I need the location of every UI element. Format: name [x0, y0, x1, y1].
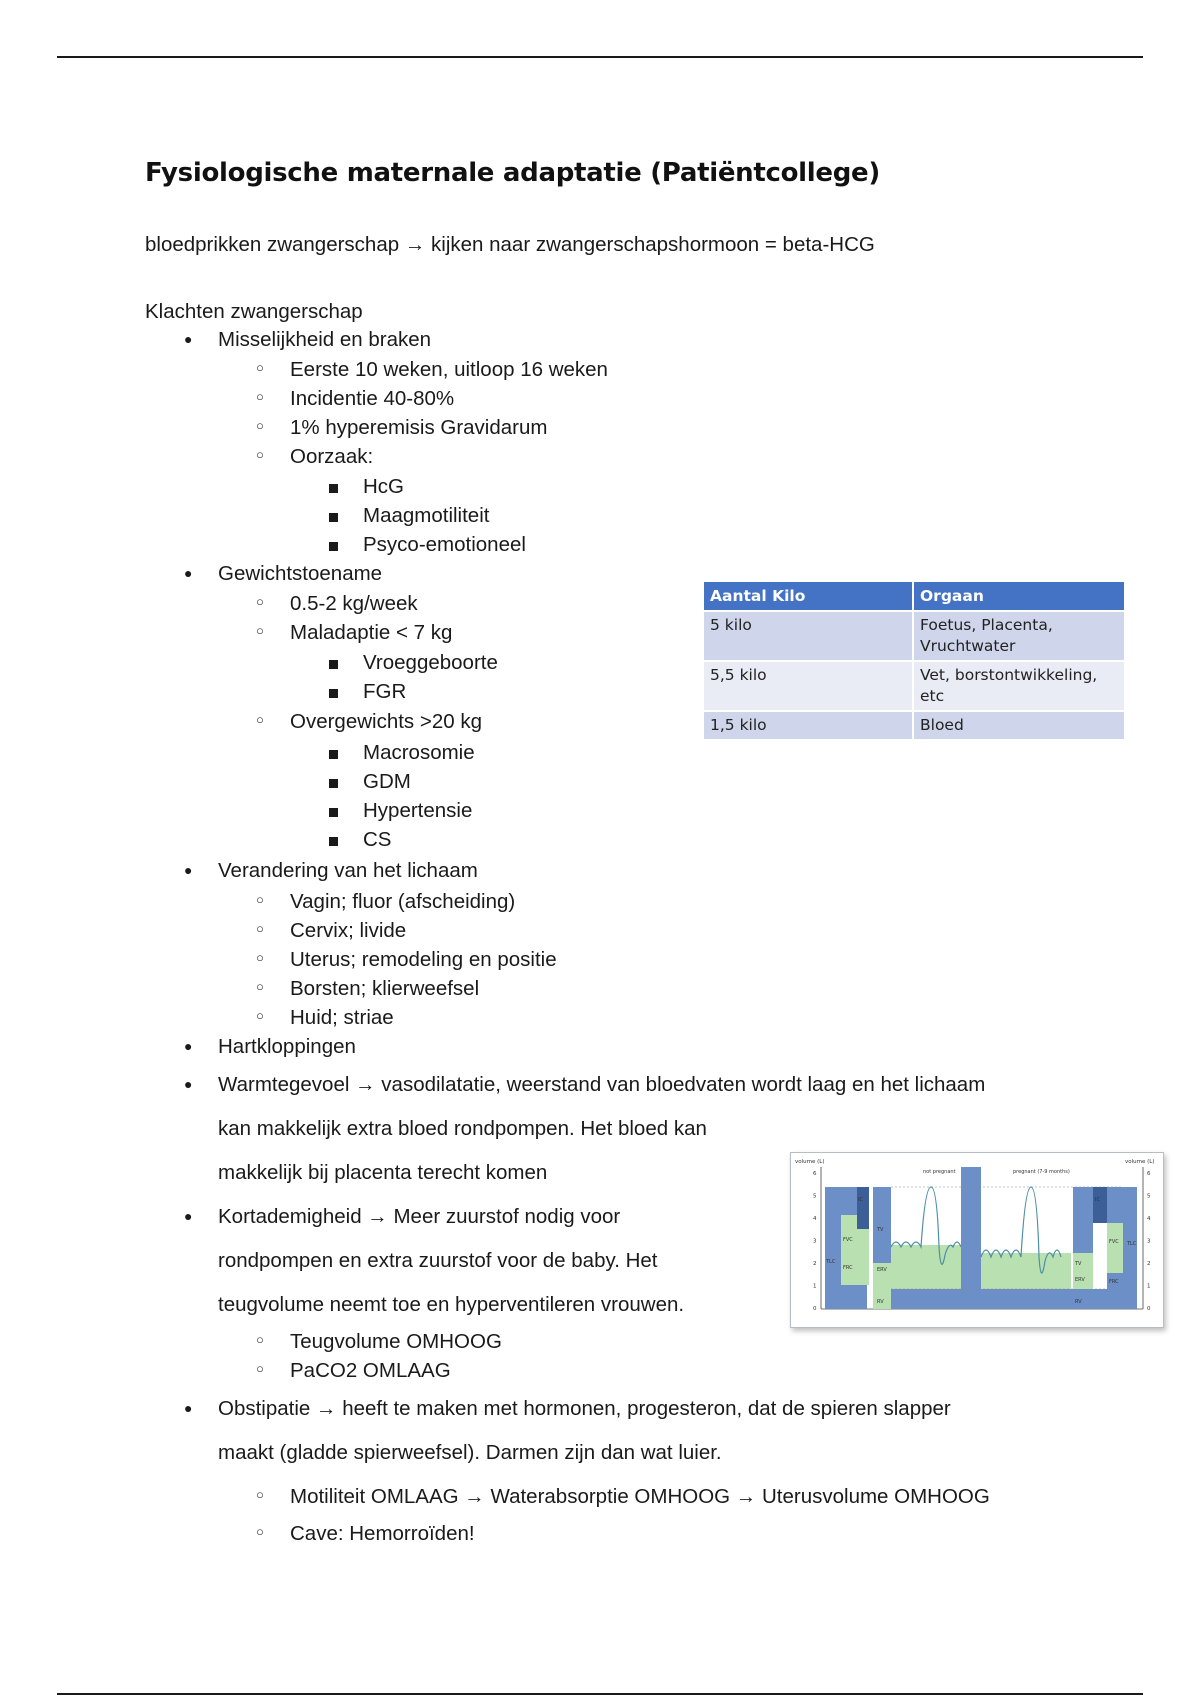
left-axis-label: volume (L)	[795, 1159, 825, 1165]
bottom-rule	[57, 1693, 1143, 1695]
list-item-constipation-line: Obstipatie → heeft te maken met hormonen, progesteron, dat de spieren slapper	[218, 1397, 951, 1420]
list-item: Macrosomie	[363, 741, 475, 764]
volume-label: TLC	[1127, 1241, 1137, 1247]
list-item: Oorzaak:	[290, 445, 374, 468]
square-bullet-icon	[329, 484, 338, 493]
list-item-constipation-line: maakt (gladde spierweefsel). Darmen zijn dan wat luier.	[218, 1441, 722, 1464]
top-rule	[57, 56, 1143, 58]
list-item: Psyco-emotioneel	[363, 533, 526, 556]
list-item: Vagin; fluor (afscheiding)	[290, 890, 516, 913]
right-tick-labels	[1147, 1171, 1151, 1312]
volume-label: TLC	[826, 1259, 836, 1265]
tick-label: 5	[813, 1193, 817, 1200]
circle-bullet-icon: ○	[256, 950, 264, 965]
table-cell: Vet, borstontwikkeling, etc	[913, 661, 1125, 711]
bullet-icon: ●	[184, 331, 193, 347]
list-item: Incidentie 40-80%	[290, 387, 455, 410]
volume-label: IC	[1095, 1197, 1100, 1203]
circle-bullet-icon: ○	[256, 892, 264, 907]
circle-bullet-icon: ○	[256, 447, 264, 462]
circle-bullet-icon: ○	[256, 623, 264, 638]
pregnant-label: pregnant (7-9 months)	[1013, 1169, 1070, 1175]
list-item-warmth-line: makkelijk bij placenta terecht komen	[218, 1161, 548, 1184]
intro-text: bloedprikken zwangerschap → kijken naar zwangerschapshormoon = beta-HCG	[145, 233, 875, 256]
tick-label: 6	[813, 1171, 817, 1177]
left-tick-labels	[813, 1171, 817, 1312]
page-title: Fysiologische maternale adaptatie (Patiëntcollege)	[145, 158, 880, 188]
list-item-nausea: Misselijkheid en braken	[218, 328, 432, 351]
right-volume-block	[1073, 1187, 1093, 1309]
square-bullet-icon	[329, 689, 338, 698]
list-item: Teugvolume OMHOOG	[290, 1330, 502, 1353]
volume-label: TV	[877, 1227, 884, 1233]
volume-label: FVC	[843, 1237, 853, 1243]
section-heading: Klachten zwangerschap	[145, 300, 363, 323]
list-item: Vroeggeboorte	[363, 651, 498, 674]
circle-bullet-icon: ○	[256, 1361, 264, 1376]
circle-bullet-icon: ○	[256, 418, 264, 433]
list-item: Uterus; remodeling en positie	[290, 948, 557, 971]
right-volume-block	[1073, 1253, 1093, 1289]
left-volume-block	[857, 1187, 869, 1229]
circle-bullet-icon: ○	[256, 1524, 264, 1539]
list-item-dyspnea-line: teugvolume neemt toe en hyperventileren vrouwen.	[218, 1293, 685, 1316]
bullet-icon: ●	[184, 1076, 193, 1092]
tick-label: 3	[813, 1238, 817, 1245]
tick-label: 1	[1147, 1283, 1151, 1290]
right-volume-block	[1093, 1187, 1107, 1223]
list-item-dyspnea-line: Kortademigheid → Meer zuurstof nodig voor	[218, 1205, 621, 1228]
square-bullet-icon	[329, 837, 338, 846]
bullet-icon: ●	[184, 862, 193, 878]
trace-green-band	[981, 1253, 1071, 1289]
list-item-palpitations: Hartkloppingen	[218, 1035, 356, 1058]
trace-green-band	[891, 1245, 961, 1289]
list-item: Cave: Hemorroïden!	[290, 1522, 475, 1545]
right-axis-label: volume (L)	[1125, 1159, 1155, 1165]
list-item-weight: Gewichtstoename	[218, 562, 383, 585]
list-item: CS	[363, 828, 392, 851]
tick-label: 0	[813, 1306, 817, 1312]
square-bullet-icon	[329, 660, 338, 669]
circle-bullet-icon: ○	[256, 389, 264, 404]
tick-label: 2	[1147, 1261, 1151, 1267]
square-bullet-icon	[329, 750, 338, 759]
transition-block	[961, 1167, 981, 1309]
list-item-warmth-line: Warmtegevoel → vasodilatatie, weerstand van bloedvaten wordt laag en het lichaam	[218, 1073, 986, 1096]
list-item: Huid; striae	[290, 1006, 394, 1029]
lung-volume-figure	[790, 1152, 1164, 1328]
list-item: Maagmotiliteit	[363, 504, 490, 527]
list-item: Motiliteit OMLAAG → Waterabsorptie OMHOOG → Uterusvolume OMHOOG	[290, 1485, 990, 1508]
list-item: Overgewichts >20 kg	[290, 710, 482, 733]
right-volume-block	[1107, 1223, 1123, 1273]
column-header: Aantal Kilo	[704, 582, 913, 611]
tick-label: 2	[813, 1261, 817, 1267]
table-header-row	[704, 582, 1125, 611]
volume-label: ERV	[1075, 1277, 1085, 1283]
circle-bullet-icon: ○	[256, 1332, 264, 1347]
table-cell: 1,5 kilo	[704, 711, 913, 739]
weight-gain-table	[704, 582, 1126, 739]
circle-bullet-icon: ○	[256, 594, 264, 609]
list-item: 0.5-2 kg/week	[290, 592, 418, 615]
column-header: Orgaan	[913, 582, 1125, 611]
list-item: Borsten; klierweefsel	[290, 977, 480, 1000]
bullet-icon: ●	[184, 1208, 193, 1224]
tick-label: 5	[1147, 1193, 1151, 1200]
bullet-icon: ●	[184, 1038, 193, 1054]
table-cell: Foetus, Placenta, Vruchtwater	[913, 611, 1125, 661]
volume-label: IC	[858, 1197, 863, 1203]
table-cell: Bloed	[913, 711, 1125, 739]
tick-label: 6	[1147, 1171, 1151, 1177]
circle-bullet-icon: ○	[256, 712, 264, 727]
tick-label: 3	[1147, 1238, 1151, 1245]
circle-bullet-icon: ○	[256, 1008, 264, 1023]
square-bullet-icon	[329, 513, 338, 522]
volume-label: ERV	[877, 1267, 887, 1273]
table-cell: 5,5 kilo	[704, 661, 913, 711]
circle-bullet-icon: ○	[256, 979, 264, 994]
tick-label: 1	[813, 1283, 817, 1290]
volume-label: RV	[877, 1299, 884, 1305]
list-item: Eerste 10 weken, uitloop 16 weken	[290, 358, 608, 381]
list-item: GDM	[363, 770, 411, 793]
volume-label: FVC	[1109, 1239, 1119, 1245]
circle-bullet-icon: ○	[256, 1487, 264, 1502]
square-bullet-icon	[329, 779, 338, 788]
volume-label: RV	[1075, 1299, 1082, 1305]
table-row	[704, 661, 1125, 711]
volume-label: FRC	[1109, 1279, 1119, 1285]
list-item: Hypertensie	[363, 799, 473, 822]
table-row	[704, 711, 1125, 739]
list-item: 1% hyperemisis Gravidarum	[290, 416, 548, 439]
tick-label: 4	[1147, 1216, 1151, 1222]
list-item: Maladaptie < 7 kg	[290, 621, 453, 644]
tick-label: 4	[813, 1216, 817, 1222]
square-bullet-icon	[329, 542, 338, 551]
list-item: FGR	[363, 680, 407, 703]
list-item: Cervix; livide	[290, 919, 407, 942]
bullet-icon: ●	[184, 565, 193, 581]
list-item-dyspnea-line: rondpompen en extra zuurstof voor de baby. Het	[218, 1249, 658, 1272]
tick-label: 0	[1147, 1306, 1151, 1312]
table-cell: 5 kilo	[704, 611, 913, 661]
bullet-icon: ●	[184, 1400, 193, 1416]
list-item: HcG	[363, 475, 404, 498]
list-item-body: Verandering van het lichaam	[218, 859, 478, 882]
volume-label: FRC	[843, 1265, 853, 1271]
list-item: PaCO2 OMLAAG	[290, 1359, 451, 1382]
circle-bullet-icon: ○	[256, 921, 264, 936]
not-pregnant-label: not pregnant	[923, 1169, 956, 1175]
table-row	[704, 611, 1125, 661]
circle-bullet-icon: ○	[256, 360, 264, 375]
square-bullet-icon	[329, 808, 338, 817]
list-item-warmth-line: kan makkelijk extra bloed rondpompen. Het bloed kan	[218, 1117, 707, 1140]
volume-label: TV	[1075, 1261, 1082, 1267]
